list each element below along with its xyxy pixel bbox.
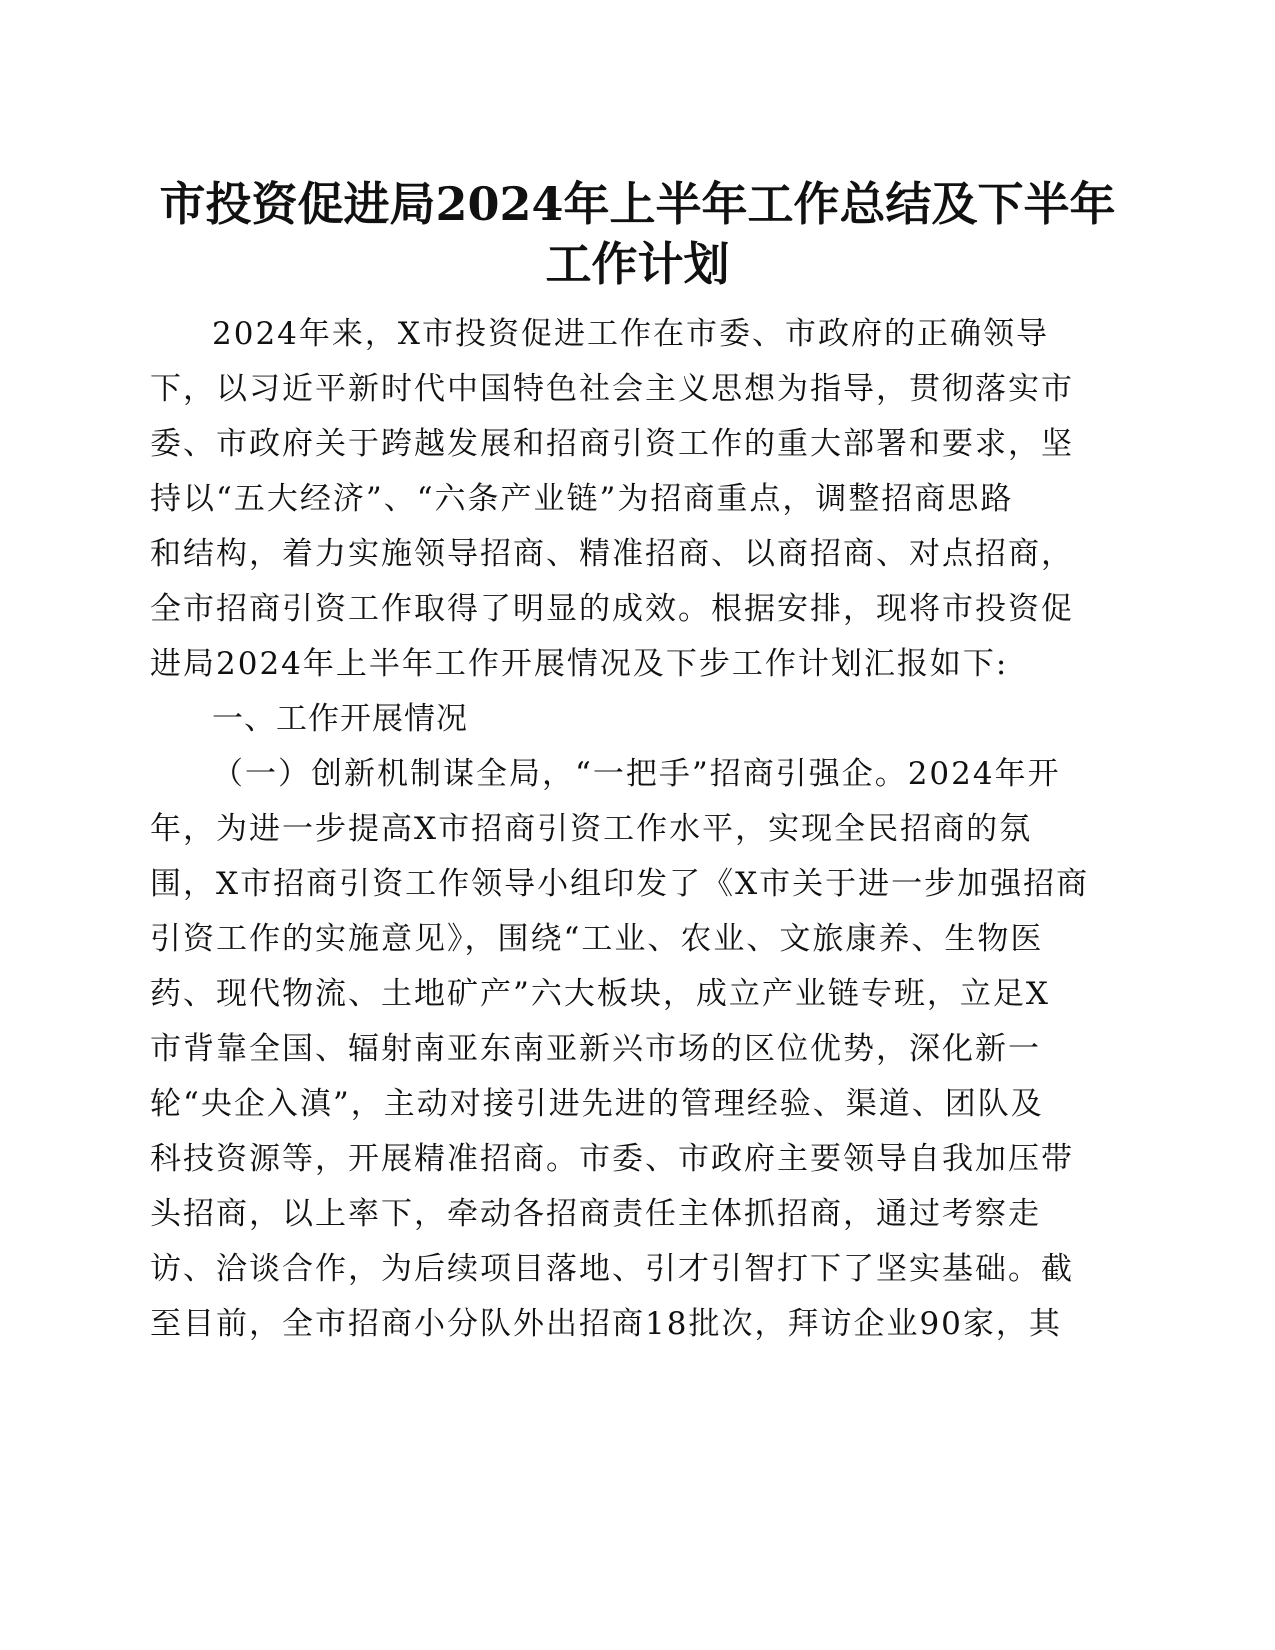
document-title-line-2: 工作计划 (545, 237, 730, 291)
subsection-line: 访、洽谈合作，为后续项目落地、引才引智打下了坚实基础。截 (150, 1251, 1074, 1287)
intro-line: 和结构，着力实施领导招商、精准招商、以商招商、对点招商， (150, 536, 1074, 572)
subsection-line: 引资工作的实施意见》，围绕“工业、农业、文旅康养、生物医 (150, 921, 1044, 957)
subsection-line: 至目前，全市招商小分队外出招商18批次，拜访企业90家，其 (150, 1306, 1062, 1342)
subsection-line: 围，X市招商引资工作领导小组印发了《X市关于进一步加强招商 (150, 866, 1090, 902)
subsection-line: 科技资源等，开展精准招商。市委、市政府主要领导自我加压带 (150, 1141, 1074, 1177)
subsection-line: 年，为进一步提高X市招商引资工作水平，实现全民招商的氛 (150, 811, 1033, 847)
intro-line: 委、市政府关于跨越发展和招商引资工作的重大部署和要求，坚 (150, 426, 1074, 462)
intro-line: 2024年来，X市投资促进工作在市委、市政府的正确领导 (212, 316, 1049, 352)
document-title-line-1: 市投资促进局2024年上半年工作总结及下半年 (159, 177, 1116, 231)
intro-line: 下，以习近平新时代中国特色社会主义思想为指导，贯彻落实市 (150, 371, 1074, 407)
subsection-line: （一）创新机制谋全局，“一把手”招商引强企。2024年开 (212, 756, 1061, 792)
subsection-line: 轮“央企入滇”，主动对接引进先进的管理经验、渠道、团队及 (150, 1086, 1044, 1122)
subsection-line: 头招商，以上率下，牵动各招商责任主体抓招商，通过考察走 (150, 1196, 1041, 1232)
section-heading: 一、工作开展情况 (212, 701, 468, 737)
intro-line: 持以“五大经济”、“六条产业链”为招商重点，调整招商思路 (150, 481, 1014, 517)
intro-line: 全市招商引资工作取得了明显的成效。根据安排，现将市投资促 (150, 591, 1074, 627)
intro-line: 进局2024年上半年工作开展情况及下步工作计划汇报如下: (150, 646, 1009, 682)
subsection-line: 市背靠全国、辐射南亚东南亚新兴市场的区位优势，深化新一 (150, 1031, 1041, 1067)
subsection-line: 药、现代物流、土地矿产”六大板块，成立产业链专班，立足X (150, 976, 1050, 1012)
